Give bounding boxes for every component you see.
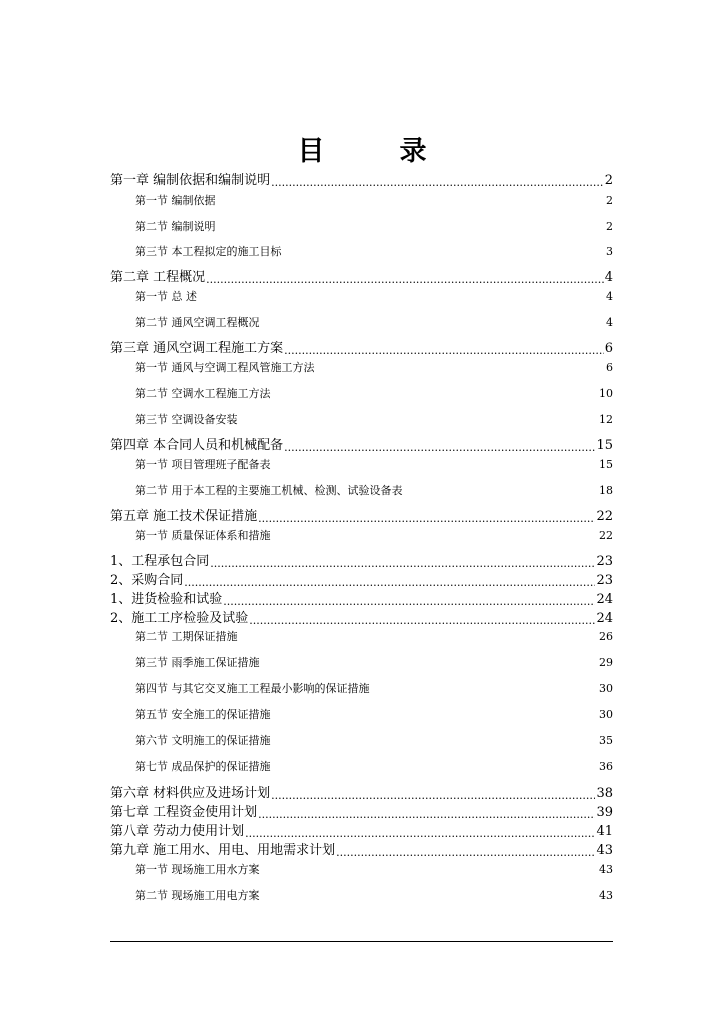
toc-entry-label: 第二节 现场施工用电方案 (135, 889, 260, 902)
toc-entry-page: 30 (599, 682, 613, 695)
dot-leader (258, 805, 595, 821)
toc-entry-label: 第三节 空调设备安装 (135, 413, 238, 426)
toc-entry-section[interactable] (135, 484, 613, 498)
toc-entry-label: 第一节 总 述 (135, 290, 197, 303)
toc-entry-item[interactable] (110, 554, 613, 570)
toc-entry-section[interactable] (135, 734, 613, 748)
toc-entry-page: 15 (599, 458, 613, 471)
toc-entry-page: 6 (606, 361, 613, 374)
toc-entry-section[interactable] (135, 682, 613, 696)
toc-entry-label: 2、施工工序检验及试验 (110, 611, 249, 626)
toc-title: 目 录 (297, 136, 451, 167)
toc-entry-label: 第三节 雨季施工保证措施 (135, 656, 260, 669)
toc-entry-page: 3 (606, 245, 613, 258)
toc-entry-page: 22 (599, 529, 613, 542)
dot-leader (184, 573, 595, 589)
toc-entry-page: 30 (599, 708, 613, 721)
toc-entry-section[interactable] (135, 290, 613, 304)
toc-entry-page: 4 (606, 316, 613, 329)
toc-entry-section[interactable] (135, 245, 613, 259)
toc-entry-chapter[interactable] (110, 786, 613, 802)
toc-entry-label: 第七章 工程资金使用计划 (110, 805, 258, 820)
toc-entry-label: 第一章 编制依据和编制说明 (110, 173, 271, 188)
toc-entry-page: 4 (606, 290, 613, 303)
toc-entry-label: 第八章 劳动力使用计划 (110, 824, 245, 839)
toc-entry-label: 第一节 质量保证体系和措施 (135, 529, 271, 542)
toc-entry-page: 38 (596, 786, 613, 801)
toc-entry-section[interactable] (135, 529, 613, 543)
footer-rule (110, 941, 613, 942)
dot-leader (284, 341, 604, 357)
toc-entry-label: 1、工程承包合同 (110, 554, 210, 569)
toc-entry-section[interactable] (135, 760, 613, 774)
toc-entry-label: 第三章 通风空调工程施工方案 (110, 341, 284, 356)
toc-entry-label: 第二节 编制说明 (135, 220, 216, 233)
toc-entry-label: 第二章 工程概况 (110, 270, 206, 285)
toc-entry-chapter[interactable] (110, 341, 613, 357)
toc-entry-section[interactable] (135, 458, 613, 472)
toc-entry-item[interactable] (110, 573, 613, 589)
toc-entry-page: 39 (596, 805, 613, 820)
toc-entry-page: 2 (606, 194, 613, 207)
toc-entry-label: 第四章 本合同人员和机械配备 (110, 438, 284, 453)
toc-entry-page: 23 (596, 573, 613, 588)
toc-entry-page: 6 (604, 341, 613, 356)
toc-entry-page: 43 (599, 889, 613, 902)
toc-entry-section[interactable] (135, 413, 613, 427)
dot-leader (210, 554, 595, 570)
dot-leader (271, 786, 595, 802)
toc-entry-label: 第四节 与其它交叉施工工程最小影响的保证措施 (135, 682, 370, 695)
toc-entry-chapter[interactable] (110, 824, 613, 840)
dot-leader (249, 611, 595, 627)
toc-entry-chapter[interactable] (110, 173, 613, 189)
toc-entry-label: 第一节 现场施工用水方案 (135, 863, 260, 876)
dot-leader (206, 270, 604, 286)
toc-entry-chapter[interactable] (110, 270, 613, 286)
toc-entry-page: 29 (599, 656, 613, 669)
toc-entry-section[interactable] (135, 316, 613, 330)
dot-leader (245, 824, 595, 840)
dot-leader (336, 843, 595, 859)
toc-entry-page: 2 (606, 220, 613, 233)
toc-entry-label: 第二节 工期保证措施 (135, 630, 238, 643)
toc-entry-section[interactable] (135, 630, 613, 644)
dot-leader (284, 438, 595, 454)
toc-entry-item[interactable] (110, 611, 613, 627)
toc-entry-section[interactable] (135, 361, 613, 375)
toc-entry-chapter[interactable] (110, 509, 613, 525)
toc-entry-section[interactable] (135, 889, 613, 903)
dot-leader (223, 592, 595, 608)
toc-entry-page: 22 (596, 509, 613, 524)
toc-entry-page: 24 (596, 592, 613, 607)
toc-entry-label: 第五节 安全施工的保证措施 (135, 708, 271, 721)
toc-entry-page: 26 (599, 630, 613, 643)
toc-entry-label: 1、进货检验和试验 (110, 592, 223, 607)
toc-entry-label: 第一节 通风与空调工程风管施工方法 (135, 361, 315, 374)
toc-entry-label: 第二节 通风空调工程概况 (135, 316, 260, 329)
toc-entry-section[interactable] (135, 863, 613, 877)
toc-entry-page: 43 (599, 863, 613, 876)
toc-entry-label: 第一节 项目管理班子配备表 (135, 458, 271, 471)
toc-entry-page: 15 (596, 438, 613, 453)
toc-entry-chapter[interactable] (110, 805, 613, 821)
toc-entry-label: 第三节 本工程拟定的施工目标 (135, 245, 282, 258)
toc-entry-label: 2、采购合同 (110, 573, 184, 588)
toc-entry-page: 24 (596, 611, 613, 626)
toc-entry-chapter[interactable] (110, 843, 613, 859)
toc-entry-label: 第二节 空调水工程施工方法 (135, 387, 271, 400)
toc-entry-page: 35 (599, 734, 613, 747)
toc-entry-label: 第二节 用于本工程的主要施工机械、检测、试验设备表 (135, 484, 403, 497)
toc-entry-label: 第六章 材料供应及进场计划 (110, 786, 271, 801)
toc-entry-label: 第五章 施工技术保证措施 (110, 509, 258, 524)
toc-entry-page: 43 (596, 843, 613, 858)
toc-entry-page: 4 (604, 270, 613, 285)
toc-entry-page: 41 (596, 824, 613, 839)
toc-entry-page: 2 (604, 173, 613, 188)
dot-leader (271, 173, 604, 189)
toc-entry-label: 第六节 文明施工的保证措施 (135, 734, 271, 747)
toc-entry-section[interactable] (135, 387, 613, 401)
toc-entry-label: 第九章 施工用水、用电、用地需求计划 (110, 843, 336, 858)
toc-entry-label: 第七节 成品保护的保证措施 (135, 760, 271, 773)
toc-entry-section[interactable] (135, 194, 613, 208)
dot-leader (258, 509, 595, 525)
toc-entry-chapter[interactable] (110, 438, 613, 454)
toc-entry-page: 12 (599, 413, 613, 426)
toc-entry-page: 18 (599, 484, 613, 497)
toc-entry-page: 23 (596, 554, 613, 569)
toc-entry-page: 36 (599, 760, 613, 773)
toc-entry-section[interactable] (135, 708, 613, 722)
toc-entry-section[interactable] (135, 220, 613, 234)
toc-entry-section[interactable] (135, 656, 613, 670)
toc-entry-item[interactable] (110, 592, 613, 608)
toc-entry-label: 第一节 编制依据 (135, 194, 216, 207)
toc-entry-page: 10 (599, 387, 613, 400)
